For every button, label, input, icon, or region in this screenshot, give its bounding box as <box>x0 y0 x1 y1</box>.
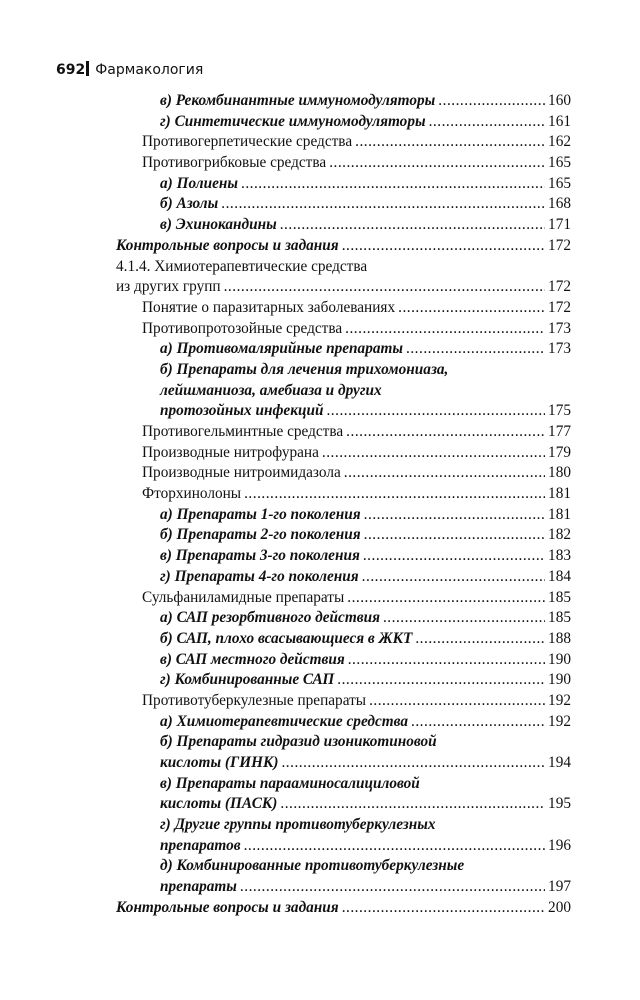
toc-entry-title: Производные нитрофурана <box>142 443 319 461</box>
dot-leader <box>406 339 545 360</box>
toc-page-number: 188 <box>548 629 571 647</box>
toc-entry-title: а) Полиены <box>160 174 238 192</box>
toc-page-number: 177 <box>548 423 571 440</box>
toc-page-number: 173 <box>548 340 571 358</box>
toc-entry-title: б) Азолы <box>160 195 219 213</box>
running-header <box>56 60 203 80</box>
toc-page-number: 172 <box>548 236 571 254</box>
toc-entry <box>0 567 640 588</box>
toc-entry <box>0 877 640 898</box>
toc-entry-title: а) САП резорбтивного действия <box>160 609 380 627</box>
toc-entry <box>0 132 640 153</box>
toc-entry-title: из других групп <box>116 278 221 296</box>
toc-entry <box>0 422 640 443</box>
toc-entry-title: Противотуберкулезные препараты <box>142 691 367 709</box>
toc-page-number: 168 <box>548 195 571 213</box>
dot-leader <box>342 236 545 257</box>
toc-page-number: 185 <box>548 609 571 627</box>
toc-page-number: 190 <box>548 671 571 689</box>
toc-page-number: 162 <box>548 133 571 151</box>
toc-entry <box>0 91 640 112</box>
toc-entry <box>0 236 640 257</box>
dot-leader <box>429 112 545 133</box>
toc-entry-title: г) Препараты 4-го поколения <box>160 567 359 585</box>
dot-leader <box>411 712 545 733</box>
toc-page-number: 200 <box>548 898 571 916</box>
toc-page-number: 184 <box>548 567 571 585</box>
toc-entry <box>0 401 640 422</box>
toc-entry-title: Сульфаниламидные препараты <box>142 588 345 606</box>
toc-entry <box>0 277 640 298</box>
toc-page-number: 173 <box>548 319 571 337</box>
toc-entry-title: в) Рекомбинантные иммуномодуляторы <box>160 92 436 109</box>
toc-entry-line: б) Препараты гидразид изоникотиновой <box>160 733 437 751</box>
toc-page-number: 190 <box>548 650 571 668</box>
dot-leader <box>344 463 545 484</box>
dot-leader <box>347 588 545 609</box>
toc-entry <box>0 215 640 236</box>
toc-page-number: 182 <box>548 526 571 544</box>
toc-entry <box>0 525 640 546</box>
dot-leader <box>345 319 545 340</box>
toc-entry-title: Контрольные вопросы и задания <box>116 898 339 916</box>
dot-leader <box>240 877 545 898</box>
dot-leader <box>221 194 545 215</box>
toc-page-number: 197 <box>548 878 571 896</box>
toc-page-number: 172 <box>548 298 571 316</box>
toc-entry-title: г) Комбинированные САП <box>160 671 335 689</box>
toc-entry <box>0 650 640 671</box>
toc-entry-title: а) Химиотерапевтические средства <box>160 712 409 730</box>
toc-entry <box>0 443 640 464</box>
toc-entry-title: г) Синтетические иммуномодуляторы <box>160 112 426 130</box>
toc-entry <box>0 794 640 815</box>
toc-page-number: 160 <box>548 92 571 109</box>
toc-page-number: 185 <box>548 588 571 606</box>
toc-entry-title: Противогельминтные средства <box>142 423 344 440</box>
toc-entry <box>0 836 640 857</box>
page-number: 692 <box>56 62 86 78</box>
toc-entry-title: Контрольные вопросы и задания <box>116 236 339 254</box>
toc-entry <box>0 298 640 319</box>
toc-page-number: 192 <box>548 691 571 709</box>
dot-leader <box>346 422 545 443</box>
dot-leader <box>281 753 545 774</box>
toc-entry <box>0 174 640 195</box>
toc-entry-title: Противогрибковые средства <box>142 154 327 172</box>
toc-page-number: 181 <box>548 505 571 523</box>
toc-entry <box>0 712 640 733</box>
toc-entry-title: кислоты (ПАСК) <box>160 795 278 813</box>
toc-entry <box>0 505 640 526</box>
toc-entry-line: д) Комбинированные противотуберкулезные <box>160 857 465 875</box>
toc-entry <box>0 194 640 215</box>
toc-page-number: 192 <box>548 712 571 730</box>
toc-page-number: 165 <box>548 174 571 192</box>
toc-page-number: 161 <box>548 112 571 130</box>
dot-leader <box>363 546 545 567</box>
toc-entry <box>0 153 640 174</box>
book-title: Фармакология <box>95 62 204 78</box>
toc-entry <box>0 691 640 712</box>
dot-leader <box>280 794 545 815</box>
dot-leader <box>342 898 545 919</box>
toc-entry-title: б) Препараты 2-го поколения <box>160 526 361 544</box>
dot-leader <box>348 650 545 671</box>
toc-entry-title: в) Препараты 3-го поколения <box>160 547 360 565</box>
toc-page-number: 172 <box>548 278 571 296</box>
toc-page-number: 194 <box>548 754 571 771</box>
toc-entry <box>0 319 640 340</box>
toc-page-number: 179 <box>548 443 571 461</box>
toc-entry <box>0 484 640 505</box>
toc-entry <box>0 546 640 567</box>
toc-entry-title: а) Противомалярийные препараты <box>160 340 404 358</box>
dot-leader <box>244 836 545 857</box>
toc-entry-title: Понятие о паразитарных заболеваниях <box>142 298 396 316</box>
dot-leader <box>415 629 545 650</box>
toc-entry <box>0 339 640 360</box>
dot-leader <box>438 91 545 112</box>
toc-page-number: 180 <box>548 464 571 482</box>
dot-leader <box>355 132 545 153</box>
toc-page-number: 171 <box>548 216 571 234</box>
toc-entry <box>0 588 640 609</box>
toc-entry-title: б) САП, плохо всасывающиеся в ЖКТ <box>160 629 413 647</box>
dot-leader <box>241 174 545 195</box>
dot-leader <box>362 567 545 588</box>
toc-entry-title: препараты <box>160 878 237 896</box>
dot-leader <box>398 298 545 319</box>
toc-entry-line: б) Препараты для лечения трихомониаза, <box>160 360 449 378</box>
dot-leader <box>364 505 545 526</box>
toc-entry <box>0 670 640 691</box>
dot-leader <box>364 525 545 546</box>
header-divider <box>86 61 89 76</box>
dot-leader <box>383 608 545 629</box>
toc-entry-line: лейшманиоза, амебиаза и других <box>160 381 382 399</box>
toc-entry <box>0 112 640 133</box>
toc-entry <box>0 608 640 629</box>
toc-entry-line: г) Другие группы противотуберкулезных <box>160 816 436 834</box>
toc-entry-title: протозойных инфекций <box>160 402 324 420</box>
toc-entry-line: 4.1.4. Химиотерапевтические средства <box>116 257 368 275</box>
toc-entry-line: в) Препараты парааминосалициловой <box>160 774 420 792</box>
dot-leader <box>280 215 545 236</box>
dot-leader <box>337 670 545 691</box>
toc-entry <box>0 898 640 919</box>
toc-entry-title: в) Эхинокандины <box>160 216 277 234</box>
toc-entry-title: Производные нитроимидазола <box>142 464 341 482</box>
toc-page-number: 195 <box>548 795 571 813</box>
table-of-contents <box>0 91 640 919</box>
toc-entry-title: Противопротозойные средства <box>142 319 343 337</box>
toc-entry-title: а) Препараты 1-го поколения <box>160 505 361 523</box>
dot-leader <box>322 443 545 464</box>
dot-leader <box>244 484 545 505</box>
toc-entry-title: препаратов <box>160 836 241 854</box>
dot-leader <box>326 401 545 422</box>
toc-entry-title: в) САП местного действия <box>160 650 345 668</box>
toc-entry-title: Фторхинолоны <box>142 485 242 503</box>
toc-page-number: 165 <box>548 154 571 172</box>
toc-entry-title: Противогерпетические средства <box>142 133 353 151</box>
toc-entry <box>0 629 640 650</box>
dot-leader <box>329 153 545 174</box>
toc-page-number: 196 <box>548 836 571 854</box>
toc-page-number: 175 <box>548 402 571 420</box>
toc-entry <box>0 463 640 484</box>
toc-entry <box>0 753 640 774</box>
toc-page-number: 181 <box>548 485 571 503</box>
toc-entry-title: кислоты (ГИНК) <box>160 754 279 771</box>
dot-leader <box>369 691 545 712</box>
toc-page-number: 183 <box>548 547 571 565</box>
dot-leader <box>224 277 545 298</box>
